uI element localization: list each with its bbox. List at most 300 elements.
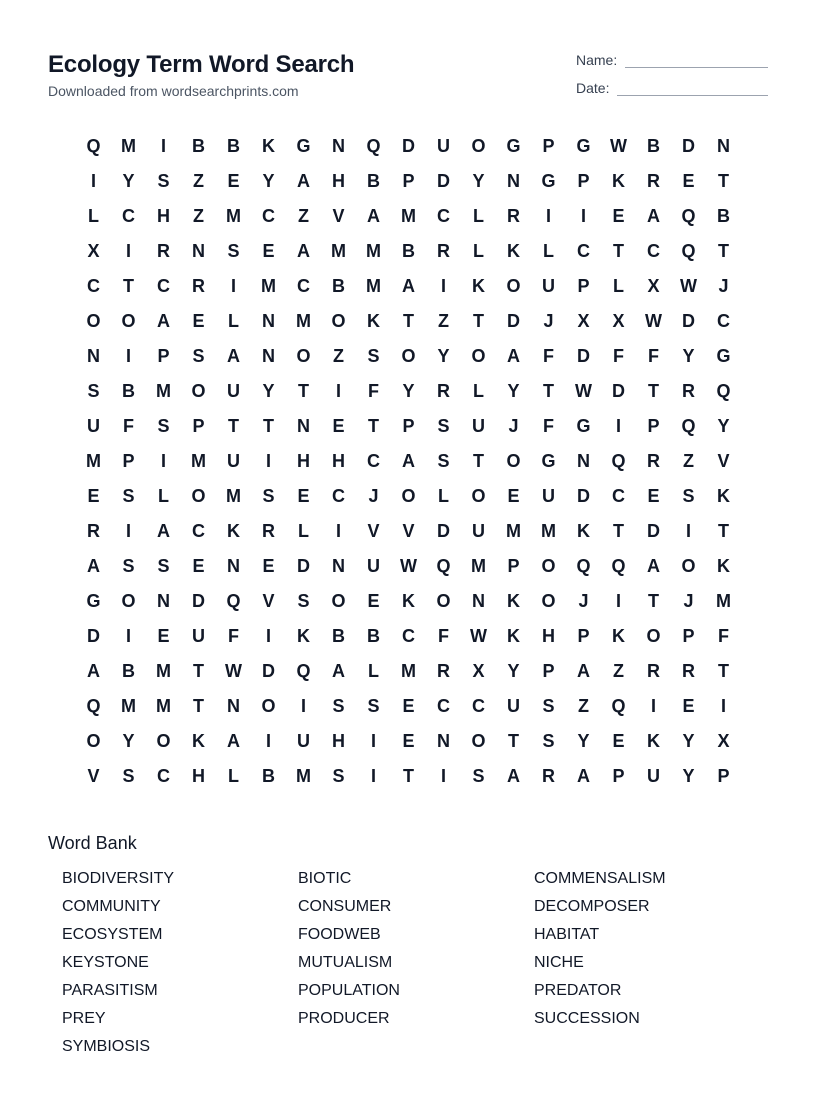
grid-letter: P <box>542 661 555 681</box>
grid-letter: S <box>542 696 555 716</box>
grid-letter: S <box>297 591 310 611</box>
grid-letter: V <box>367 521 380 541</box>
grid-letter: M <box>541 521 556 541</box>
grid-row <box>76 479 741 514</box>
grid-letter: M <box>296 311 311 331</box>
grid-letter: B <box>717 206 730 226</box>
grid-letter: Q <box>366 136 381 156</box>
grid-letter: E <box>682 171 695 191</box>
grid-letter: Q <box>681 206 696 226</box>
grid-letter: K <box>367 311 380 331</box>
word-bank-item: HABITAT <box>534 926 600 943</box>
grid-letter: X <box>612 311 625 331</box>
grid-letter: K <box>507 626 520 646</box>
word-bank-item: BIOTIC <box>298 870 352 887</box>
grid-letter: E <box>332 416 345 436</box>
grid-letter: N <box>262 346 275 366</box>
grid-letter: D <box>577 346 590 366</box>
grid-letter: P <box>717 766 730 786</box>
grid-letter: W <box>400 556 417 576</box>
grid-letter: P <box>157 346 170 366</box>
grid-letter: F <box>543 416 554 436</box>
grid-letter: Q <box>681 416 696 436</box>
word-bank-item: ECOSYSTEM <box>62 926 163 943</box>
grid-row <box>76 164 741 199</box>
grid-letter: N <box>577 451 590 471</box>
grid-letter: F <box>123 416 134 436</box>
grid-letter: I <box>615 591 621 611</box>
grid-letter: Z <box>298 206 309 226</box>
word-bank-item: NICHE <box>534 954 584 971</box>
grid-letter: F <box>613 346 624 366</box>
grid-letter: A <box>332 661 345 681</box>
grid-letter: L <box>368 661 379 681</box>
grid-row <box>76 409 741 444</box>
grid-letter: D <box>437 171 450 191</box>
grid-letter: A <box>297 171 310 191</box>
grid-letter: V <box>87 766 100 786</box>
grid-letter: O <box>121 591 136 611</box>
grid-letter: T <box>718 521 729 541</box>
grid-letter: S <box>157 416 170 436</box>
grid-letter: K <box>612 171 625 191</box>
grid-letter: C <box>402 626 415 646</box>
grid-letter: I <box>615 416 621 436</box>
grid-letter: T <box>613 241 624 261</box>
grid-letter: G <box>506 136 521 156</box>
grid-letter: I <box>160 136 166 156</box>
grid-letter: R <box>647 171 660 191</box>
grid-letter: T <box>613 521 624 541</box>
grid-letter: J <box>368 486 379 506</box>
grid-letter: I <box>125 521 131 541</box>
grid-letter: R <box>542 766 555 786</box>
grid-letter: P <box>577 276 590 296</box>
name-label: Name: <box>576 52 618 68</box>
word-bank-item: COMMENSALISM <box>534 870 666 887</box>
grid-letter: A <box>87 556 100 576</box>
grid-letter: I <box>90 171 96 191</box>
grid-letter: A <box>157 521 170 541</box>
grid-letter: M <box>156 696 171 716</box>
grid-letter: U <box>437 136 450 156</box>
word-bank-item: PRODUCER <box>298 1010 390 1027</box>
grid-letter: Q <box>86 696 101 716</box>
grid-letter: A <box>647 556 660 576</box>
grid-letter: I <box>265 731 271 751</box>
grid-letter: Z <box>438 311 449 331</box>
grid-letter: Q <box>716 381 731 401</box>
grid-letter: R <box>437 241 450 261</box>
grid-letter: T <box>298 381 309 401</box>
grid-letter: S <box>367 346 380 366</box>
page-title: Ecology Term Word Search <box>48 51 355 78</box>
grid-letter: P <box>612 766 625 786</box>
grid-letter: V <box>332 206 345 226</box>
grid-letter: L <box>158 486 169 506</box>
grid-letter: O <box>86 311 101 331</box>
grid-letter: Y <box>472 171 485 191</box>
grid-letter: O <box>471 136 486 156</box>
grid-letter: Z <box>333 346 344 366</box>
grid-letter: D <box>577 486 590 506</box>
grid-letter: A <box>227 731 240 751</box>
grid-letter: Y <box>122 171 135 191</box>
grid-letter: O <box>541 556 556 576</box>
grid-letter: P <box>647 416 660 436</box>
grid-row <box>76 724 741 759</box>
grid-letter: P <box>192 416 205 436</box>
grid-letter: C <box>577 241 590 261</box>
grid-letter: Q <box>296 661 311 681</box>
grid-letter: S <box>332 766 345 786</box>
grid-letter: K <box>297 626 310 646</box>
grid-letter: B <box>262 766 275 786</box>
grid-letter: C <box>87 276 100 296</box>
word-bank-item: PARASITISM <box>62 982 158 999</box>
grid-letter: T <box>718 241 729 261</box>
grid-row <box>76 199 741 234</box>
grid-letter: M <box>366 276 381 296</box>
grid-letter: F <box>438 626 449 646</box>
grid-letter: C <box>332 486 345 506</box>
grid-letter: I <box>300 696 306 716</box>
grid-letter: W <box>680 276 697 296</box>
name-line <box>625 53 768 68</box>
grid-letter: O <box>121 311 136 331</box>
grid-letter: K <box>402 591 415 611</box>
grid-letter: Q <box>226 591 241 611</box>
grid-letter: P <box>507 556 520 576</box>
grid-letter: B <box>122 381 135 401</box>
grid-letter: T <box>123 276 134 296</box>
grid-letter: I <box>685 521 691 541</box>
grid-letter: T <box>718 171 729 191</box>
grid-letter: I <box>160 451 166 471</box>
grid-letter: W <box>575 381 592 401</box>
grid-letter: C <box>717 311 730 331</box>
grid-letter: S <box>122 486 135 506</box>
grid-letter: E <box>612 731 625 751</box>
grid-letter: D <box>297 556 310 576</box>
grid-letter: G <box>541 171 556 191</box>
grid-letter: Y <box>507 661 520 681</box>
grid-letter: U <box>647 766 660 786</box>
grid-letter: R <box>192 276 205 296</box>
grid-letter: S <box>157 556 170 576</box>
grid-letter: C <box>437 696 450 716</box>
grid-letter: C <box>192 521 205 541</box>
grid-letter: S <box>122 556 135 576</box>
word-bank-item: POPULATION <box>298 982 400 999</box>
date-line <box>617 81 768 96</box>
grid-letter: U <box>472 416 485 436</box>
word-bank-item: FOODWEB <box>298 926 381 943</box>
grid-letter: H <box>542 626 555 646</box>
grid-letter: B <box>332 276 345 296</box>
grid-letter: T <box>648 381 659 401</box>
grid-letter: I <box>125 626 131 646</box>
grid-letter: N <box>227 696 240 716</box>
grid-letter: C <box>262 206 275 226</box>
grid-letter: D <box>437 521 450 541</box>
grid-letter: C <box>472 696 485 716</box>
grid-letter: V <box>262 591 275 611</box>
grid-letter: C <box>157 276 170 296</box>
grid-letter: F <box>368 381 379 401</box>
word-bank-item: BIODIVERSITY <box>62 870 175 887</box>
grid-letter: L <box>438 486 449 506</box>
grid-letter: M <box>226 486 241 506</box>
grid-letter: O <box>191 486 206 506</box>
grid-letter: A <box>402 276 415 296</box>
grid-letter: P <box>542 136 555 156</box>
grid-letter: O <box>401 486 416 506</box>
grid-letter: C <box>367 451 380 471</box>
grid-letter: U <box>472 521 485 541</box>
grid-letter: Y <box>507 381 520 401</box>
grid-letter: E <box>227 171 240 191</box>
grid-letter: X <box>577 311 590 331</box>
grid-letter: N <box>437 731 450 751</box>
grid-letter: F <box>228 626 239 646</box>
grid-letter: T <box>718 661 729 681</box>
grid-letter: Y <box>577 731 590 751</box>
word-bank-item: KEYSTONE <box>62 954 149 971</box>
grid-letter: K <box>717 486 730 506</box>
grid-letter: D <box>262 661 275 681</box>
grid-letter: H <box>332 171 345 191</box>
grid-letter: I <box>440 276 446 296</box>
grid-letter: C <box>122 206 135 226</box>
grid-letter: D <box>87 626 100 646</box>
grid-letter: O <box>436 591 451 611</box>
grid-letter: Q <box>611 556 626 576</box>
grid-letter: O <box>296 346 311 366</box>
grid-letter: K <box>647 731 660 751</box>
grid-letter: U <box>192 626 205 646</box>
grid-letter: P <box>122 451 135 471</box>
word-bank-item: PREY <box>62 1010 106 1027</box>
grid-letter: M <box>716 591 731 611</box>
grid-letter: L <box>613 276 624 296</box>
grid-letter: Q <box>681 241 696 261</box>
grid-row <box>76 549 741 584</box>
word-bank-title: Word Bank <box>48 833 137 853</box>
grid-letter: E <box>612 206 625 226</box>
grid-letter: D <box>647 521 660 541</box>
grid-letter: P <box>682 626 695 646</box>
grid-letter: L <box>473 381 484 401</box>
grid-letter: I <box>440 766 446 786</box>
grid-letter: M <box>226 206 241 226</box>
grid-letter: L <box>228 766 239 786</box>
grid-row <box>76 654 741 689</box>
grid-letter: S <box>542 731 555 751</box>
grid-letter: J <box>718 276 729 296</box>
grid-letter: D <box>612 381 625 401</box>
grid-letter: T <box>263 416 274 436</box>
grid-letter: T <box>473 311 484 331</box>
grid-letter: T <box>508 731 519 751</box>
grid-letter: N <box>87 346 100 366</box>
grid-letter: U <box>227 381 240 401</box>
grid-letter: M <box>296 766 311 786</box>
word-bank-item: DECOMPOSER <box>534 898 650 915</box>
grid-letter: L <box>473 241 484 261</box>
grid-letter: T <box>473 451 484 471</box>
grid-row <box>76 759 741 794</box>
grid-letter: K <box>262 136 275 156</box>
grid-letter: X <box>472 661 485 681</box>
grid-row <box>76 444 741 479</box>
grid-letter: A <box>297 241 310 261</box>
grid-letter: E <box>87 486 100 506</box>
grid-row <box>76 584 741 619</box>
grid-letter: Y <box>437 346 450 366</box>
grid-letter: G <box>576 416 591 436</box>
grid-letter: K <box>507 241 520 261</box>
date-label: Date: <box>576 80 610 96</box>
grid-letter: G <box>716 346 731 366</box>
grid-letter: Y <box>717 416 730 436</box>
grid-letter: O <box>261 696 276 716</box>
grid-letter: B <box>227 136 240 156</box>
grid-letter: X <box>717 731 730 751</box>
grid-letter: E <box>262 556 275 576</box>
grid-row <box>76 304 741 339</box>
grid-letter: L <box>298 521 309 541</box>
grid-letter: I <box>720 696 726 716</box>
grid-letter: V <box>402 521 415 541</box>
grid-letter: Y <box>122 731 135 751</box>
word-bank-item: CONSUMER <box>298 898 392 915</box>
grid-letter: G <box>86 591 101 611</box>
grid-letter: J <box>578 591 589 611</box>
grid-letter: Z <box>193 206 204 226</box>
grid-letter: L <box>228 311 239 331</box>
grid-letter: B <box>332 626 345 646</box>
page-subtitle: Downloaded from wordsearchprints.com <box>48 83 299 99</box>
grid-letter: A <box>367 206 380 226</box>
grid-letter: M <box>156 661 171 681</box>
grid-letter: I <box>265 626 271 646</box>
grid-letter: S <box>122 766 135 786</box>
grid-letter: D <box>402 136 415 156</box>
grid-letter: R <box>682 381 695 401</box>
grid-letter: Z <box>683 451 694 471</box>
grid-letter: G <box>576 136 591 156</box>
grid-letter: A <box>157 311 170 331</box>
grid-letter: Q <box>436 556 451 576</box>
grid-letter: S <box>682 486 695 506</box>
grid-letter: N <box>192 241 205 261</box>
grid-letter: R <box>682 661 695 681</box>
grid-letter: M <box>86 451 101 471</box>
grid-letter: Z <box>578 696 589 716</box>
grid-letter: B <box>367 171 380 191</box>
grid-row <box>76 339 741 374</box>
word-bank-item: SYMBIOSIS <box>62 1038 151 1055</box>
grid-letter: F <box>718 626 729 646</box>
grid-row <box>76 234 741 269</box>
grid-letter: H <box>332 451 345 471</box>
grid-letter: L <box>88 206 99 226</box>
grid-letter: E <box>297 486 310 506</box>
grid-letter: E <box>402 696 415 716</box>
grid-letter: E <box>647 486 660 506</box>
grid-letter: C <box>647 241 660 261</box>
grid-letter: A <box>647 206 660 226</box>
grid-letter: B <box>192 136 205 156</box>
word-bank-item: MUTUALISM <box>298 954 393 971</box>
grid-letter: N <box>507 171 520 191</box>
grid-letter: O <box>646 626 661 646</box>
grid-letter: T <box>648 591 659 611</box>
grid-letter: W <box>610 136 627 156</box>
grid-letter: E <box>192 556 205 576</box>
grid-letter: W <box>225 661 242 681</box>
grid-letter: R <box>507 206 520 226</box>
grid-row <box>76 619 741 654</box>
grid-letter: E <box>507 486 520 506</box>
grid-letter: T <box>403 766 414 786</box>
grid-letter: T <box>368 416 379 436</box>
grid-letter: O <box>331 311 346 331</box>
grid-letter: R <box>647 451 660 471</box>
grid-letter: M <box>401 206 416 226</box>
grid-letter: I <box>230 276 236 296</box>
grid-letter: M <box>121 696 136 716</box>
grid-letter: W <box>645 311 662 331</box>
grid-letter: L <box>543 241 554 261</box>
grid-letter: H <box>297 451 310 471</box>
name-field <box>576 48 768 68</box>
grid-letter: Z <box>613 661 624 681</box>
grid-letter: Y <box>682 346 695 366</box>
grid-letter: S <box>332 696 345 716</box>
grid-letter: Y <box>262 381 275 401</box>
grid-letter: U <box>507 696 520 716</box>
grid-letter: K <box>192 731 205 751</box>
grid-letter: T <box>403 311 414 331</box>
grid-letter: Q <box>611 451 626 471</box>
grid-letter: T <box>193 661 204 681</box>
grid-letter: O <box>86 731 101 751</box>
grid-letter: O <box>541 591 556 611</box>
grid-letter: K <box>472 276 485 296</box>
word-bank-item: COMMUNITY <box>62 898 161 915</box>
grid-letter: S <box>437 416 450 436</box>
grid-letter: M <box>366 241 381 261</box>
grid-letter: T <box>543 381 554 401</box>
grid-letter: V <box>717 451 730 471</box>
grid-letter: A <box>87 661 100 681</box>
grid-letter: L <box>473 206 484 226</box>
grid-letter: E <box>367 591 380 611</box>
grid-letter: D <box>682 311 695 331</box>
grid-letter: O <box>471 346 486 366</box>
grid-letter: N <box>717 136 730 156</box>
grid-letter: S <box>437 451 450 471</box>
grid-letter: M <box>121 136 136 156</box>
grid-letter: I <box>265 451 271 471</box>
grid-letter: R <box>647 661 660 681</box>
grid-letter: K <box>717 556 730 576</box>
word-bank <box>62 865 770 1061</box>
grid-letter: N <box>332 556 345 576</box>
grid-letter: J <box>543 311 554 331</box>
